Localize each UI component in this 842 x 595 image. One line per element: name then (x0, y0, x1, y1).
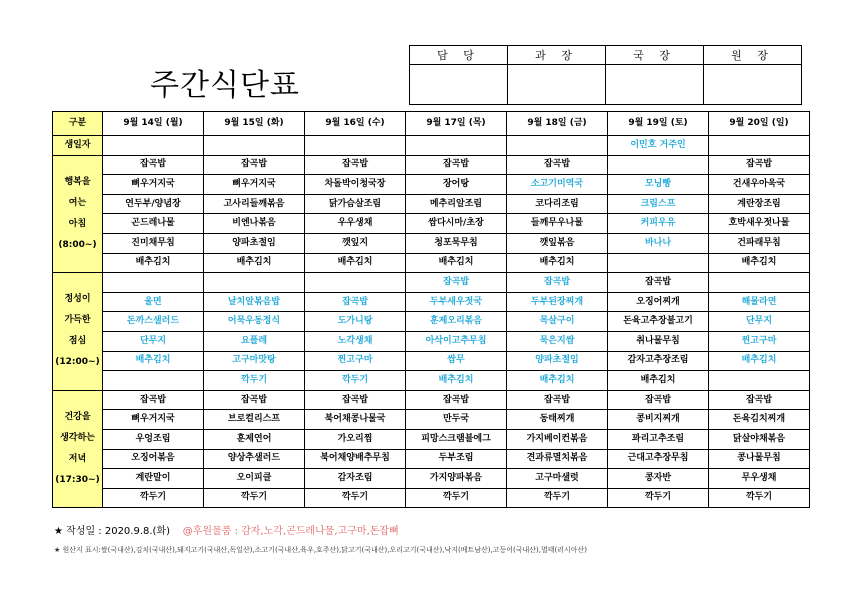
menu-cell: 잡곡밥 (608, 390, 709, 410)
footer-note (54, 522, 399, 537)
menu-cell: 뼈우거지국 (103, 410, 204, 430)
approval-signature-cell (508, 65, 606, 105)
menu-cell: 잡곡밥 (507, 155, 608, 175)
dinner-row (53, 469, 810, 489)
breakfast-row (53, 214, 810, 234)
breakfast-label-line: (8:00~) (58, 239, 97, 250)
day-header: 9월 17일 (목) (406, 112, 507, 136)
menu-cell: 어묵우동정식 (204, 312, 305, 332)
day-header: 9월 20일 (일) (709, 112, 810, 136)
birthday-row (53, 136, 810, 156)
menu-cell: 호박새우젓나물 (709, 214, 810, 234)
menu-cell: 진미채무침 (103, 233, 204, 253)
dinner-row (53, 488, 810, 508)
donation-note: @후원물품 : 감자,노각,곤드레나물,고구마,돈잡뼈 (182, 526, 399, 537)
menu-cell: 찐고구마 (305, 351, 406, 371)
birthday-cell (709, 136, 810, 156)
breakfast-label-line: 행복을 (64, 176, 91, 187)
menu-cell: 동태찌개 (507, 410, 608, 430)
menu-cell: 잡곡밥 (103, 390, 204, 410)
menu-cell: 배추김치 (406, 253, 507, 273)
birthday-label: 생일자 (53, 136, 103, 156)
menu-cell: 잡곡밥 (305, 292, 406, 312)
menu-cell: 닭살야채볶음 (709, 429, 810, 449)
approval-label: 과 장 (508, 46, 606, 65)
menu-cell: 감자조림 (305, 469, 406, 489)
menu-cell: 배추김치 (507, 371, 608, 391)
menu-cell: 오징어찌개 (608, 292, 709, 312)
menu-cell: 가지베이컨볶음 (507, 429, 608, 449)
menu-cell: 바나나 (608, 233, 709, 253)
menu-cell: 잡곡밥 (103, 155, 204, 175)
birthday-cell (305, 136, 406, 156)
approval-signature-cell (606, 65, 704, 105)
category-header: 구분 (53, 112, 103, 136)
menu-cell: 도가니탕 (305, 312, 406, 332)
menu-cell (103, 273, 204, 293)
dinner-row (53, 429, 810, 449)
lunch-row (53, 312, 810, 332)
menu-cell: 취나물무침 (608, 331, 709, 351)
menu-cell: 양파초절임 (507, 351, 608, 371)
birthday-cell (507, 136, 608, 156)
menu-cell: 꽈리고추조림 (608, 429, 709, 449)
menu-cell: 잡곡밥 (406, 155, 507, 175)
menu-cell: 계란말이 (103, 469, 204, 489)
menu-cell: 배추김치 (204, 253, 305, 273)
lunch-row (53, 351, 810, 371)
menu-cell: 잡곡밥 (305, 155, 406, 175)
menu-cell (103, 371, 204, 391)
menu-cell: 배추김치 (305, 253, 406, 273)
author-date-note: ★ 작성일 : 2020.9.8.(화) (54, 526, 171, 537)
menu-cell: 깍두기 (305, 488, 406, 508)
menu-cell: 단무지 (709, 312, 810, 332)
approval-signature-cell (410, 65, 508, 105)
lunch-row (53, 331, 810, 351)
menu-cell: 우엉조림 (103, 429, 204, 449)
menu-cell: 아삭이고추무침 (406, 331, 507, 351)
dinner-label-line: 건강을 (64, 412, 91, 422)
menu-cell: 고구마맛탕 (204, 351, 305, 371)
page-title: 주간식단표 (150, 68, 300, 103)
menu-cell: 깻잎볶음 (507, 233, 608, 253)
menu-cell: 두부된장찌개 (507, 292, 608, 312)
dinner-row (53, 390, 810, 410)
menu-cell: 계란장조림 (709, 194, 810, 214)
menu-cell (709, 371, 810, 391)
menu-cell: 깍두기 (103, 488, 204, 508)
menu-cell: 돈육김치찌개 (709, 410, 810, 430)
approval-signature-cell (704, 65, 802, 105)
dinner-label-line: 저녁 (68, 454, 87, 464)
menu-cell: 해물라면 (709, 292, 810, 312)
menu-cell: 뼈우거지국 (103, 175, 204, 195)
menu-cell: 뼈우거지국 (204, 175, 305, 195)
breakfast-label-line: 아침 (68, 218, 87, 229)
menu-cell: 깻잎지 (305, 233, 406, 253)
menu-cell: 오이피클 (204, 469, 305, 489)
menu-cell: 돈육고추장불고기 (608, 312, 709, 332)
menu-cell: 곤드레나물 (103, 214, 204, 234)
menu-cell: 커피우유 (608, 214, 709, 234)
menu-cell: 잡곡밥 (204, 155, 305, 175)
menu-cell: 근대고추장무침 (608, 449, 709, 469)
menu-cell: 모닝빵 (608, 175, 709, 195)
menu-cell: 배추김치 (406, 371, 507, 391)
menu-cell: 북어채양배추무침 (305, 449, 406, 469)
menu-cell: 소고기미역국 (507, 175, 608, 195)
menu-cell: 배추김치 (709, 351, 810, 371)
breakfast-row (53, 175, 810, 195)
breakfast-row (53, 233, 810, 253)
approval-label: 원 장 (704, 46, 802, 65)
menu-cell: 목살구이 (507, 312, 608, 332)
menu-cell: 깍두기 (305, 371, 406, 391)
dinner-label (53, 390, 103, 508)
menu-cell: 깍두기 (406, 488, 507, 508)
menu-cell: 우우생채 (305, 214, 406, 234)
menu-cell: 건파래무침 (709, 233, 810, 253)
lunch-row (53, 371, 810, 391)
birthday-cell (406, 136, 507, 156)
dinner-row (53, 449, 810, 469)
menu-cell: 깍두기 (507, 488, 608, 508)
menu-cell (305, 273, 406, 293)
menu-cell: 배추김치 (709, 253, 810, 273)
menu-cell: 피망스크램블에그 (406, 429, 507, 449)
menu-cell: 잡곡밥 (608, 273, 709, 293)
breakfast-label-line: 여는 (68, 197, 87, 208)
day-header: 9월 18일 (금) (507, 112, 608, 136)
menu-cell: 요플레 (204, 331, 305, 351)
breakfast-row (53, 194, 810, 214)
menu-cell: 콩비지찌개 (608, 410, 709, 430)
menu-cell: 브로컬리스프 (204, 410, 305, 430)
menu-cell: 깍두기 (204, 371, 305, 391)
menu-cell: 고사리들깨볶음 (204, 194, 305, 214)
menu-cell: 두부새우젓국 (406, 292, 507, 312)
menu-cell: 잡곡밥 (406, 273, 507, 293)
menu-cell: 깍두기 (608, 488, 709, 508)
day-header-row (53, 112, 810, 136)
day-header: 9월 15일 (화) (204, 112, 305, 136)
menu-cell: 깍두기 (709, 488, 810, 508)
menu-cell: 잡곡밥 (709, 155, 810, 175)
menu-cell (608, 253, 709, 273)
menu-cell: 잡곡밥 (507, 273, 608, 293)
menu-cell: 크림스프 (608, 194, 709, 214)
menu-cell: 잡곡밥 (204, 390, 305, 410)
lunch-label-line: 정성이 (64, 294, 91, 305)
day-header: 9월 19일 (토) (608, 112, 709, 136)
menu-cell: 장어탕 (406, 175, 507, 195)
dinner-label-line: 생각하는 (60, 433, 95, 443)
menu-cell: 두부조림 (406, 449, 507, 469)
menu-cell: 잡곡밥 (406, 390, 507, 410)
menu-cell: 고구마샐럿 (507, 469, 608, 489)
menu-cell: 무우생채 (709, 469, 810, 489)
lunch-row (53, 273, 810, 293)
lunch-label-line: 점심 (68, 336, 87, 347)
menu-cell: 북어채콩나물국 (305, 410, 406, 430)
approval-label: 담 당 (410, 46, 508, 65)
menu-cell: 비엔나볶음 (204, 214, 305, 234)
menu-cell: 울면 (103, 292, 204, 312)
menu-cell: 배추김치 (507, 253, 608, 273)
menu-cell: 감자고추장조림 (608, 351, 709, 371)
menu-cell: 잡곡밥 (507, 390, 608, 410)
lunch-row (53, 292, 810, 312)
menu-cell: 연두부/양념장 (103, 194, 204, 214)
menu-cell: 날치알볶음밥 (204, 292, 305, 312)
menu-cell: 잡곡밥 (709, 390, 810, 410)
menu-cell: 코다리조림 (507, 194, 608, 214)
dinner-label-line: (17:30~) (55, 475, 100, 485)
menu-cell: 잡곡밥 (305, 390, 406, 410)
breakfast-row (53, 155, 810, 175)
menu-cell (709, 273, 810, 293)
origin-note: ★ 원산지 표시:쌀(국내산),김치(국내산),돼지고기(국내산,독일산),소고기(국내산,육우,호주산),닭고기(국내산),오리고기(국내산),낙지(베트남산),고등어(국내산),멸태(러시아산) (54, 546, 588, 554)
menu-cell: 청포묵무침 (406, 233, 507, 253)
menu-cell: 닭가슴살조림 (305, 194, 406, 214)
menu-cell: 차돌박이청국장 (305, 175, 406, 195)
breakfast-label (53, 155, 103, 273)
menu-cell (204, 273, 305, 293)
lunch-label-line: 가득한 (64, 315, 91, 326)
menu-cell: 건새우아욱국 (709, 175, 810, 195)
menu-cell: 오징어볶음 (103, 449, 204, 469)
menu-cell: 돈까스샐러드 (103, 312, 204, 332)
day-header: 9월 14일 (월) (103, 112, 204, 136)
menu-cell: 배추김치 (103, 253, 204, 273)
menu-table (52, 111, 810, 508)
approval-label: 국 장 (606, 46, 704, 65)
menu-cell: 훈제오리볶음 (406, 312, 507, 332)
menu-cell: 배추김치 (103, 351, 204, 371)
menu-cell: 노각생채 (305, 331, 406, 351)
menu-cell: 쌈다시마/초장 (406, 214, 507, 234)
menu-cell (608, 155, 709, 175)
day-header: 9월 16일 (수) (305, 112, 406, 136)
menu-cell: 묵은지쌈 (507, 331, 608, 351)
menu-cell: 들깨무우나물 (507, 214, 608, 234)
menu-cell: 양상추샐러드 (204, 449, 305, 469)
menu-cell: 메추리알조림 (406, 194, 507, 214)
lunch-label (53, 273, 103, 391)
lunch-label-line: (12:00~) (55, 357, 100, 368)
breakfast-row (53, 253, 810, 273)
birthday-cell (204, 136, 305, 156)
menu-cell: 가지양파볶음 (406, 469, 507, 489)
menu-cell: 배추김치 (608, 371, 709, 391)
menu-cell: 쌈무 (406, 351, 507, 371)
dinner-row (53, 410, 810, 430)
menu-cell: 양파초절임 (204, 233, 305, 253)
menu-cell: 단무지 (103, 331, 204, 351)
menu-cell: 콩자반 (608, 469, 709, 489)
menu-cell: 콩나물무침 (709, 449, 810, 469)
birthday-cell (103, 136, 204, 156)
approval-box (409, 45, 802, 105)
menu-cell: 견과류멸치볶음 (507, 449, 608, 469)
menu-cell: 찐고구마 (709, 331, 810, 351)
menu-cell: 깍두기 (204, 488, 305, 508)
menu-cell: 가오리찜 (305, 429, 406, 449)
menu-cell: 만두국 (406, 410, 507, 430)
birthday-cell: 이민호 거주인 (608, 136, 709, 156)
menu-cell: 훈제연어 (204, 429, 305, 449)
